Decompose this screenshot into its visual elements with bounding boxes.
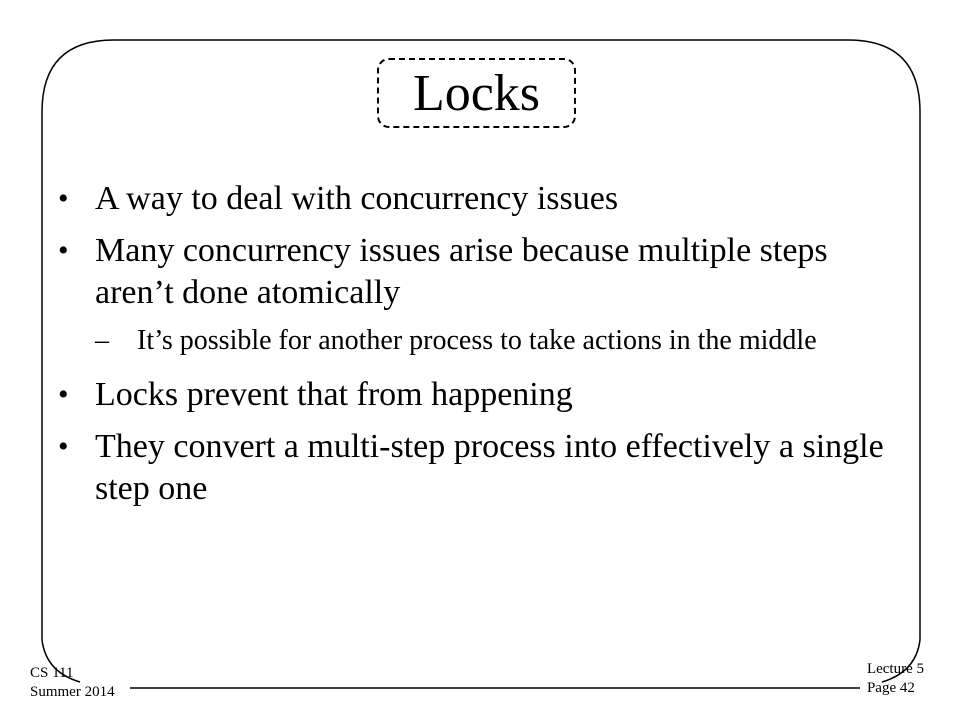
sub-bullet-text: It’s possible for another process to take actions in the middle: [137, 325, 817, 356]
bullet-text: They convert a multi-step process into effectively a single step one: [95, 428, 884, 507]
bullet-text: A way to deal with concurrency issues: [95, 180, 619, 217]
bullet-marker: •: [58, 378, 69, 411]
bullet-list: [58, 178, 898, 520]
bullet-item-4: [58, 426, 898, 510]
sub-bullet-item: [95, 322, 898, 360]
title-box: [377, 58, 576, 128]
footer-lecture-info: [867, 660, 924, 698]
bullet-item-3: [58, 374, 898, 416]
bullet-marker: •: [58, 430, 69, 463]
footer-page-number: Page 42: [866, 680, 915, 696]
bullet-item-2: [58, 230, 898, 314]
bullet-text: Many concurrency issues arise because multiple steps aren’t done atomically: [95, 232, 828, 311]
page-title: Locks: [412, 65, 541, 122]
bullet-item-1: [58, 178, 898, 220]
footer-course-info: [30, 664, 115, 702]
bullet-marker: •: [58, 182, 69, 215]
footer-term: Summer 2014: [30, 684, 115, 700]
footer-lecture: Lecture 5: [866, 661, 924, 677]
bullet-text: Locks prevent that from happening: [95, 376, 573, 413]
bullet-marker: •: [58, 234, 69, 267]
sub-bullet-marker: –: [95, 325, 109, 356]
footer-course: CS 111: [30, 665, 74, 681]
